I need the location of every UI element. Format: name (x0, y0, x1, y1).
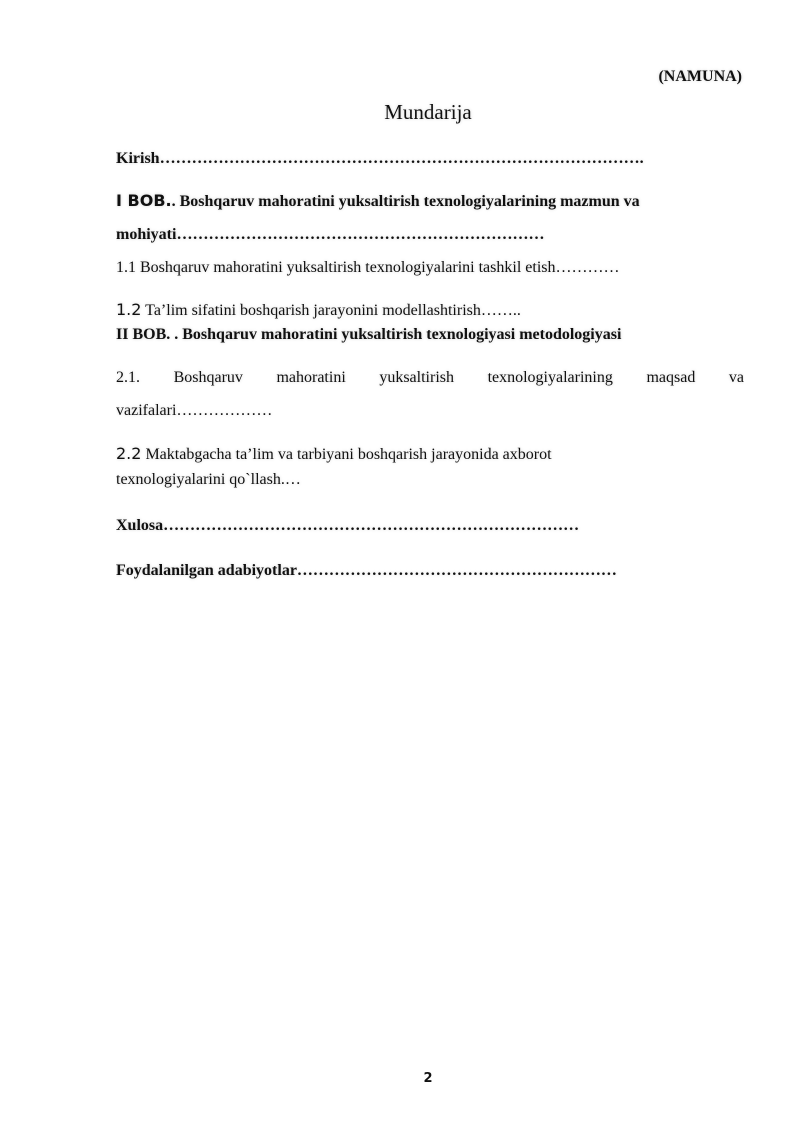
item-1-2-number: 1.2 (116, 300, 142, 319)
toc-chapter-1-line-1 (116, 190, 744, 213)
item-2-1-word: yuksaltirish (379, 369, 454, 386)
toc-chapter-1-line-2: mohiyati…………………………………………………………… (116, 226, 545, 243)
item-2-1-word: maqsad (646, 369, 696, 386)
item-1-2-text: Ta’lim sifatini boshqarish jarayonini modellashtirish…….. (141, 302, 521, 319)
toc-item-2-2-line-2: texnologiyalarini qo`llash.… (116, 471, 301, 488)
item-2-1-word: va (728, 369, 744, 386)
item-2-2-number: 2.2 (116, 444, 142, 463)
chapter-1-title: . Boshqaruv mahoratini yuksaltirish texnologiyalarining mazmun va (171, 193, 640, 210)
item-2-1-word: texnologiyalarining (487, 369, 613, 386)
page-title: Mundarija (384, 100, 472, 124)
item-2-1-word: 2.1. (116, 369, 140, 386)
item-2-2-text: Maktabgacha ta’lim va tarbiyani boshqarish jarayonida axborot (141, 446, 552, 463)
toc-foydalanilgan-adabiyotlar: Foydalanilgan adabiyotlar…………………………………………………… (116, 562, 617, 579)
chapter-1-prefix: I BOB. (116, 191, 172, 210)
toc-item-2-1-line-2: vazifalari……………… (116, 402, 273, 419)
page-number: 2 (423, 1071, 433, 1086)
sample-label: (NAMUNA) (658, 68, 742, 85)
toc-xulosa: Xulosa…………………………………………………………………… (116, 517, 580, 534)
toc-item-1-1: 1.1 Boshqaruv mahoratini yuksaltirish texnologiyalarini tashkil etish………… (116, 259, 620, 276)
toc-chapter-2: II BOB. . Boshqaruv mahoratini yuksaltirish texnologiyasi metodologiyasi (116, 326, 622, 343)
toc-kirish: Kirish………………………………………………………………………………. (116, 150, 644, 167)
item-2-1-word: Boshqaruv (173, 369, 243, 386)
item-2-1-word: mahoratini (276, 369, 346, 386)
toc-item-2-2-line-1 (116, 443, 744, 466)
toc-item-1-2 (116, 299, 744, 322)
toc-item-2-1-line-1 (116, 367, 744, 389)
